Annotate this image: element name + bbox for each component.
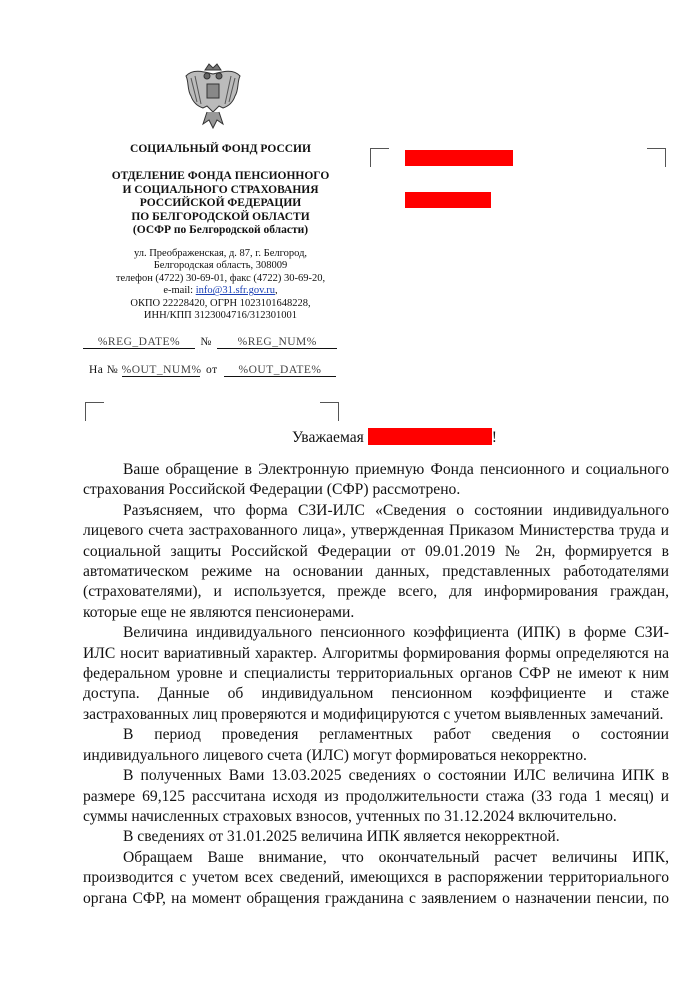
phone-line: телефон (4722) 30-69-01, факс (4722) 30-69-20, [115,272,326,284]
paragraph: Ваше обращение в Электронную приемную Фонда пенсионного и социального страхования Российской Федерации (СФР) рассмотрено. [83,461,669,499]
redacted-addressee-address [405,192,491,208]
greeting [292,428,497,447]
reference-line [89,364,336,377]
ot-label: от [206,364,218,376]
address-line: Белгородская область, 308009 [153,260,288,272]
paragraph: В полученных Вами 13.03.2025 сведениях о состоянии ИЛС величина ИПК в размере 69,125 рассчитана исходя из продолжительности стажа (33 года 1 месяц) и суммы начисленных страховых взносов, учтенных по 31.12.2024 включительно. [83,767,669,825]
email-link[interactable]: info@31.sfr.gov.ru [195,285,276,297]
na-label: На № [89,364,119,376]
org-line: И СОЦИАЛЬНОГО СТРАХОВАНИЯ [122,183,319,196]
paragraph: Разъясняем, что форма СЗИ-ИЛС «Сведения о состоянии индивидуального лицевого счета застрахованного лица», утвержденная Приказом Министерства труда и социальной защиты Российской Федерации от 09.01.2019 № 2н, формируется в автоматическом режиме на основании данных, представленных работодателями (страхователями), и используется, прежде всего, для информирования граждан, которые еще не являются пенсионерами. [83,501,669,621]
reg-num-field: %REG_NUM% [217,336,337,349]
addressee-bracket-left [370,148,389,167]
greeting-prefix: Уважаемая [292,429,364,446]
email-label: e-mail: [163,285,196,297]
paragraph: В сведениях от 31.01.2025 величина ИПК является некорректной. [123,828,560,846]
org-line: ОТДЕЛЕНИЕ ФОНДА ПЕНСИОННОГО [111,170,330,182]
codes-line: ОКПО 22228420, ОГРН 1023101648228, [130,297,311,309]
paragraph: Обращаем Ваше внимание, что окончательный расчет величины ИПК, производится с учетом всех сведений, имеющихся в распоряжении территориального органа СФР, на момент обращения гражданина с заявлением о назначении пенсии, по [83,848,669,907]
org-line: РОССИЙСКОЙ ФЕДЕРАЦИИ [139,197,302,210]
org-line: ПО БЕЛГОРОДСКОЙ ОБЛАСТИ [131,210,310,223]
codes-line: ИНН/КПП 3123004716/312301001 [143,310,298,322]
registration-line [83,336,337,349]
org-full-name [83,170,358,238]
email-tail: , [275,285,278,297]
addressee-bracket-right [647,148,666,167]
subject-bracket-left [85,402,104,421]
org-contacts [83,248,358,322]
out-date-field: %OUT_DATE% [224,364,336,377]
redacted-name [368,428,492,445]
paragraph: Величина индивидуального пенсионного коэффициента (ИПК) в форме СЗИ-ИЛС носит вариативный характер. Алгоритмы формирования формы определяются на федеральном уровне и специалисты территориальных органов СФР не имеют к ним доступа. Данные об индивидуальном пенсионном коэффициенте и стаже застрахованных лиц проверяются и модифицируются с учетом выявленных замечаний. [83,624,669,723]
org-top-name: СОЦИАЛЬНЫЙ ФОНД РОССИИ [130,143,311,155]
org-line: (ОСФР по Белгородской области) [132,224,309,237]
number-sign: № [200,336,212,348]
out-num-field: %OUT_NUM% [121,364,202,376]
subject-bracket-right [320,402,339,421]
email-line [83,285,358,297]
coat-of-arms-emblem [183,62,243,130]
greeting-suffix: ! [491,429,497,446]
letter-body [83,460,669,909]
address-line: ул. Преображенская, д. 87, г. Белгород, [133,248,308,259]
redacted-addressee-name [405,150,513,166]
reg-date-field: %REG_DATE% [83,336,195,349]
paragraph: В период проведения регламентных работ сведения о состоянии индивидуального лицевого счета (ИЛС) могут формироваться некорректно. [83,726,669,764]
